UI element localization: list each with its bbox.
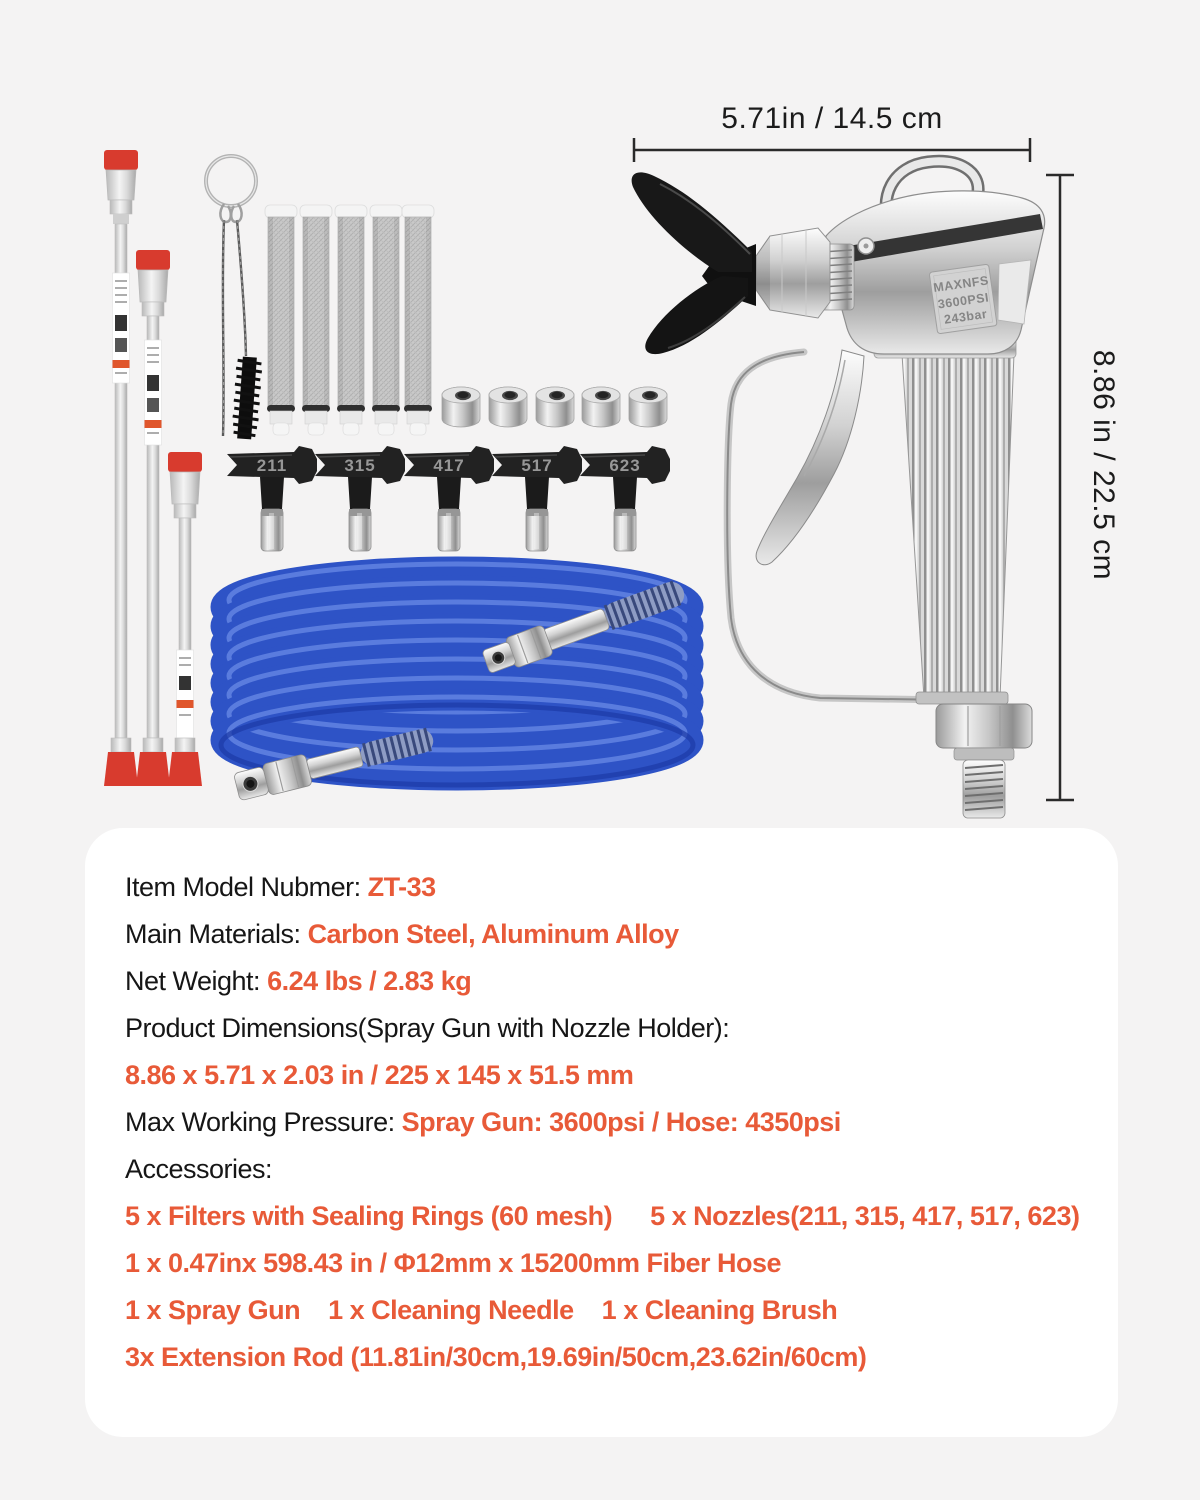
gun-engraving-plate: [929, 264, 997, 334]
spec-row-filters-nozzles: [125, 1193, 1118, 1240]
cleaning-brush: [231, 220, 263, 440]
nozzle-2-label: 315: [344, 456, 376, 475]
spec-row-dimensions-value: [125, 1052, 1118, 1099]
extension-rod-medium: [136, 250, 170, 786]
spec-label: Product Dimensions(Spray Gun with Nozzle Holder):: [125, 1013, 730, 1043]
width-dimension-label: 5.71in / 14.5 cm: [721, 102, 943, 135]
gun-engraving-line-1: MAXNFS: [932, 273, 990, 295]
spec-row-pressure: [125, 1099, 1118, 1146]
nozzle-4-label: 517: [521, 456, 553, 475]
extension-rod-long: [104, 150, 138, 786]
spec-row-hose: [125, 1240, 1118, 1287]
width-dimension: [634, 102, 1030, 162]
spec-panel: [85, 828, 1118, 1437]
nozzle-1-label: 211: [256, 456, 288, 475]
spec-label: Net Weight:: [125, 966, 268, 996]
cleaning-needle: [223, 220, 224, 436]
spec-value: 1 x Cleaning Brush: [601, 1295, 838, 1325]
spec-value: 8.86 x 5.71 x 2.03 in / 225 x 145 x 51.5 mm: [125, 1060, 634, 1090]
gun-engraving-line-2: 3600PSI: [936, 290, 990, 312]
nozzle-seats: [442, 387, 667, 427]
nozzles: [227, 446, 670, 551]
gun-engraving-line-3: 243bar: [943, 306, 989, 327]
spec-value: 6.24 lbs / 2.83 kg: [267, 966, 472, 996]
spec-row-materials: [125, 911, 1118, 958]
spec-row-dimensions-heading: [125, 1005, 1118, 1052]
spec-label: Main Materials:: [125, 919, 308, 949]
height-dimension: [1046, 175, 1120, 800]
spec-value: 3x Extension Rod (11.81in/30cm,19.69in/50cm,23.62in/60cm): [125, 1342, 867, 1372]
spec-label: Item Model Nubmer:: [125, 872, 368, 902]
spec-value: Carbon Steel, Aluminum Alloy: [307, 919, 679, 949]
cleaning-key-ring: [206, 156, 256, 222]
spec-value: 1 x Cleaning Needle: [328, 1295, 574, 1325]
spec-row-model: [125, 864, 1118, 911]
spec-value: ZT-33: [367, 872, 436, 902]
spec-label: Max Working Pressure:: [125, 1107, 402, 1137]
spec-value: 1 x Spray Gun: [125, 1295, 301, 1325]
gun-handle: [874, 336, 1016, 704]
spec-value: 5 x Nozzles(211, 315, 417, 517, 623): [650, 1201, 1080, 1231]
spec-row-extension-rods: [125, 1334, 1118, 1381]
spec-row-weight: [125, 958, 1118, 1005]
nozzle-3-label: 417: [433, 456, 465, 475]
gun-inlet-fitting: [936, 704, 1032, 818]
fiber-hose: [221, 564, 693, 803]
gun-tip-guard: [632, 172, 756, 354]
spec-row-accessories-heading: [125, 1146, 1118, 1193]
spec-value: 1 x 0.47inx 598.43 in / Φ12mm x 15200mm Fiber Hose: [125, 1248, 782, 1278]
spec-label: Accessories:: [125, 1154, 273, 1184]
spec-value: Spray Gun: 3600psi / Hose: 4350psi: [401, 1107, 841, 1137]
spec-value: 5 x Filters with Sealing Rings (60 mesh): [125, 1201, 613, 1231]
filters: [265, 205, 434, 435]
extension-rod-short: [168, 452, 202, 786]
height-dimension-label: 8.86 in / 22.5 cm: [1087, 349, 1120, 581]
spec-row-gun-needle-brush: [125, 1287, 1118, 1334]
nozzle-5-label: 623: [609, 456, 641, 475]
gun-trigger: [756, 350, 864, 565]
gun-body: [826, 191, 1045, 354]
